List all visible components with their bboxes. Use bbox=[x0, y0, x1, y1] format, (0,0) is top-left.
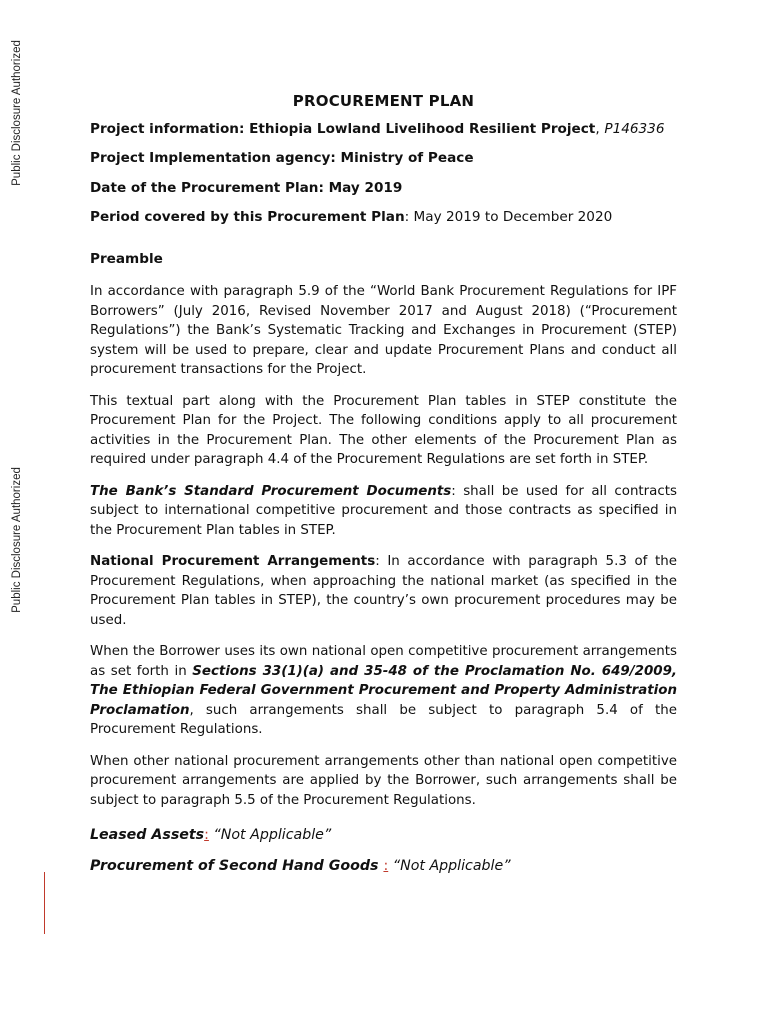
period-value: : May 2019 to December 2020 bbox=[404, 209, 613, 225]
preamble-heading: Preamble bbox=[90, 250, 163, 267]
document-body bbox=[90, 92, 677, 887]
other-arrangements-paragraph: When other national procurement arrangements other than national open competitive procurement arrangements are applied by the Borrower, such arrangements shall be subject to paragraph 5.5 of the Procurement Regulations. bbox=[90, 753, 677, 808]
preamble-paragraph-2: This textual part along with the Procurement Plan tables in STEP constitute the Procurement Plan for the Project. The following conditions apply to all procurement activities in the Procurement Plan. The other elements of the Procurement Plan as required under paragraph 4.4 of the Procurement Regulations are set forth in STEP. bbox=[90, 393, 677, 467]
margin-change-bar bbox=[44, 872, 45, 934]
period-label: Period covered by this Procurement Plan bbox=[90, 209, 405, 225]
standard-documents-lead: The Bank’s Standard Procurement Documents bbox=[90, 483, 452, 499]
standard-documents-paragraph bbox=[90, 482, 677, 541]
side-label-top bbox=[4, 28, 30, 198]
national-arrangements-paragraph bbox=[90, 552, 677, 630]
disclosure-label-bottom: Public Disclosure Authorized bbox=[11, 467, 23, 613]
side-label-bottom bbox=[4, 455, 30, 625]
preamble-paragraph-1: In accordance with paragraph 5.9 of the “World Bank Procurement Regulations for IPF Borrowers” (July 2016, Revised November 2017 and August 2018) (“Procurement Regulations”) the Bank’s Systematic Tracking and Exchanges in Procurement (STEP) system will be used to prepare, clear and update Procurement Plans and conduct all procurement transactions for the Project. bbox=[90, 284, 677, 377]
leased-assets-value: “Not Applicable” bbox=[208, 827, 332, 843]
date-line: Date of the Procurement Plan: May 2019 bbox=[90, 179, 403, 196]
project-info-label: Project information: Ethiopia Lowland Livelihood Resilient Project bbox=[90, 120, 596, 137]
national-arrangements-text: : In accordance with paragraph 5.3 of the Procurement Regulations, when approaching the national market (as specified in the Procurement Plan tables in STEP), the country’s own procurement procedures may be used. bbox=[90, 554, 678, 628]
leased-assets-label: Leased Assets bbox=[90, 827, 205, 843]
national-arrangements-lead: National Procurement Arrangements bbox=[90, 554, 376, 569]
period-line bbox=[90, 208, 677, 228]
leased-assets-colon: : bbox=[204, 827, 209, 843]
borrower-arrangements-post: , such arrangements shall be subject to paragraph 5.4 of the Procurement Regulations. bbox=[90, 702, 677, 737]
second-hand-goods-line bbox=[90, 857, 677, 877]
disclosure-label-top: Public Disclosure Authorized bbox=[11, 40, 23, 186]
agency-line: Project Implementation agency: Ministry of Peace bbox=[90, 150, 474, 166]
second-hand-goods-colon: : bbox=[383, 857, 389, 874]
page-title: PROCUREMENT PLAN bbox=[292, 92, 475, 110]
borrower-arrangements-pre: When the Borrower uses its own national open competitive procurement arrangements as set forth in bbox=[90, 644, 677, 679]
project-code: P146336 bbox=[604, 120, 665, 137]
proclamation-reference: Sections 33(1)(a) and 35-48 of the Proclamation No. 649/2009, The Ethiopian Federal Government Procurement and Property Administration Proclamation bbox=[90, 663, 677, 718]
second-hand-goods-label: Procurement of Second Hand Goods bbox=[90, 857, 384, 874]
second-hand-goods-value: “Not Applicable” bbox=[388, 857, 511, 874]
project-info-sep: , bbox=[595, 120, 600, 137]
leased-assets-line bbox=[90, 826, 677, 846]
project-info-line bbox=[90, 120, 677, 140]
borrower-arrangements-paragraph bbox=[90, 642, 677, 740]
standard-documents-text: : shall be used for all contracts subject to international competitive procurement and those contracts as specified in the Procurement Plan tables in STEP. bbox=[90, 483, 677, 538]
